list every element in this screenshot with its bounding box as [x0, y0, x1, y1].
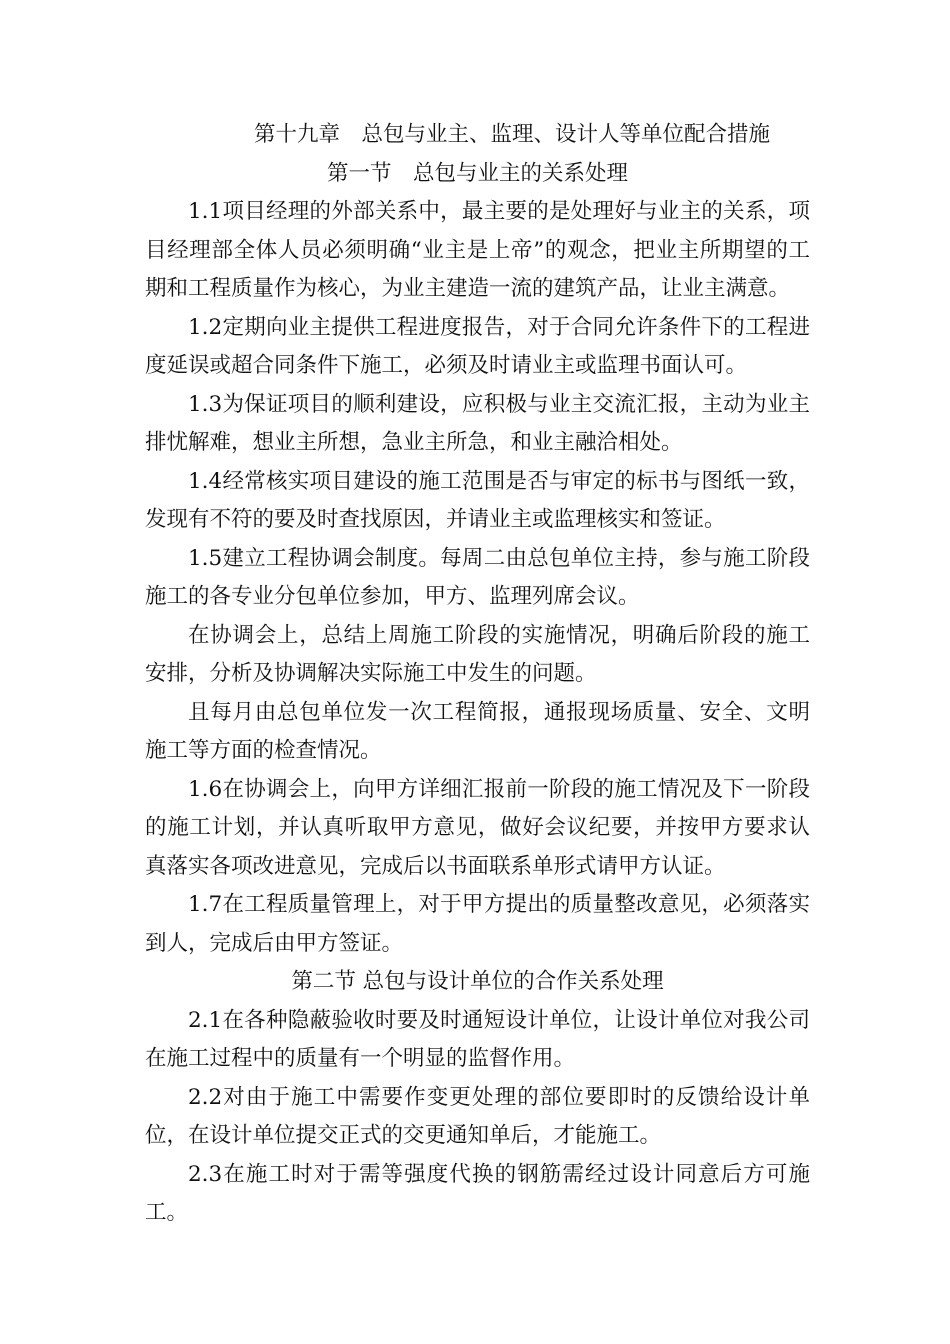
document-page: [145, 116, 810, 1233]
paragraph-1-4: 1.4经常核实项目建设的施工范围是否与审定的标书与图纸一致，发现有不符的要及时查找原因，并请业主或监理核实和签证。: [145, 468, 810, 532]
paragraph-1-1: 1.1项目经理的外部关系中，最主要的是处理好与业主的关系，项目经理部全体人员必须明确“业主是上帝”的观念，把业主所期望的工期和工程质量作为核心，为业主建造一流的建筑产品，让业主满意。: [145, 199, 810, 301]
section-title-2: 第二节 总包与设计单位的合作关系处理: [291, 969, 664, 994]
paragraph-1-5a: 在协调会上，总结上周施工阶段的实施情况，明确后阶段的施工安排，分析及协调解决实际施工中发生的问题。: [145, 622, 810, 686]
paragraph-1-5: 1.5建立工程协调会制度。每周二由总包单位主持，参与施工阶段施工的各专业分包单位参加，甲方、监理列席会议。: [145, 545, 810, 609]
paragraph-2-2: 2.2对由于施工中需要作变更处理的部位要即时的反馈给设计单位，在设计单位提交正式的交更通知单后，才能施工。: [145, 1084, 810, 1148]
paragraph-1-7: 1.7在工程质量管理上，对于甲方提出的质量整改意见，必须落实到人，完成后由甲方签证。: [145, 892, 810, 956]
paragraph-1-6: 1.6在协调会上，向甲方详细汇报前一阶段的施工情况及下一阶段的施工计划，并认真听取甲方意见，做好会议纪要，并按甲方要求认真落实各项改进意见，完成后以书面联系单形式请甲方认证。: [145, 776, 810, 879]
paragraph-2-3: 2.3在施工时对于需等强度代换的钢筋需经过设计同意后方可施工。: [145, 1161, 810, 1225]
paragraph-2-1: 2.1在各种隐蔽验收时要及时通短设计单位，让设计单位对我公司在施工过程中的质量有一个明显的监督作用。: [145, 1007, 810, 1071]
paragraph-1-2: 1.2定期向业主提供工程进度报告，对于合同允许条件下的工程进度延误或超合同条件下施工，必须及时请业主或监理书面认可。: [145, 314, 810, 378]
paragraph-1-5b: 且每月由总包单位发一次工程简报，通报现场质量、安全、文明施工等方面的检查情况。: [145, 699, 810, 763]
chapter-title: 第十九章 总包与业主、监理、设计人等单位配合措施: [253, 122, 770, 147]
paragraph-1-3: 1.3为保证项目的顺利建设，应积极与业主交流汇报，主动为业主排忧解难，想业主所想，急业主所急，和业主融洽相处。: [145, 391, 810, 455]
section-title-1: 第一节 总包与业主的关系处理: [326, 160, 628, 186]
